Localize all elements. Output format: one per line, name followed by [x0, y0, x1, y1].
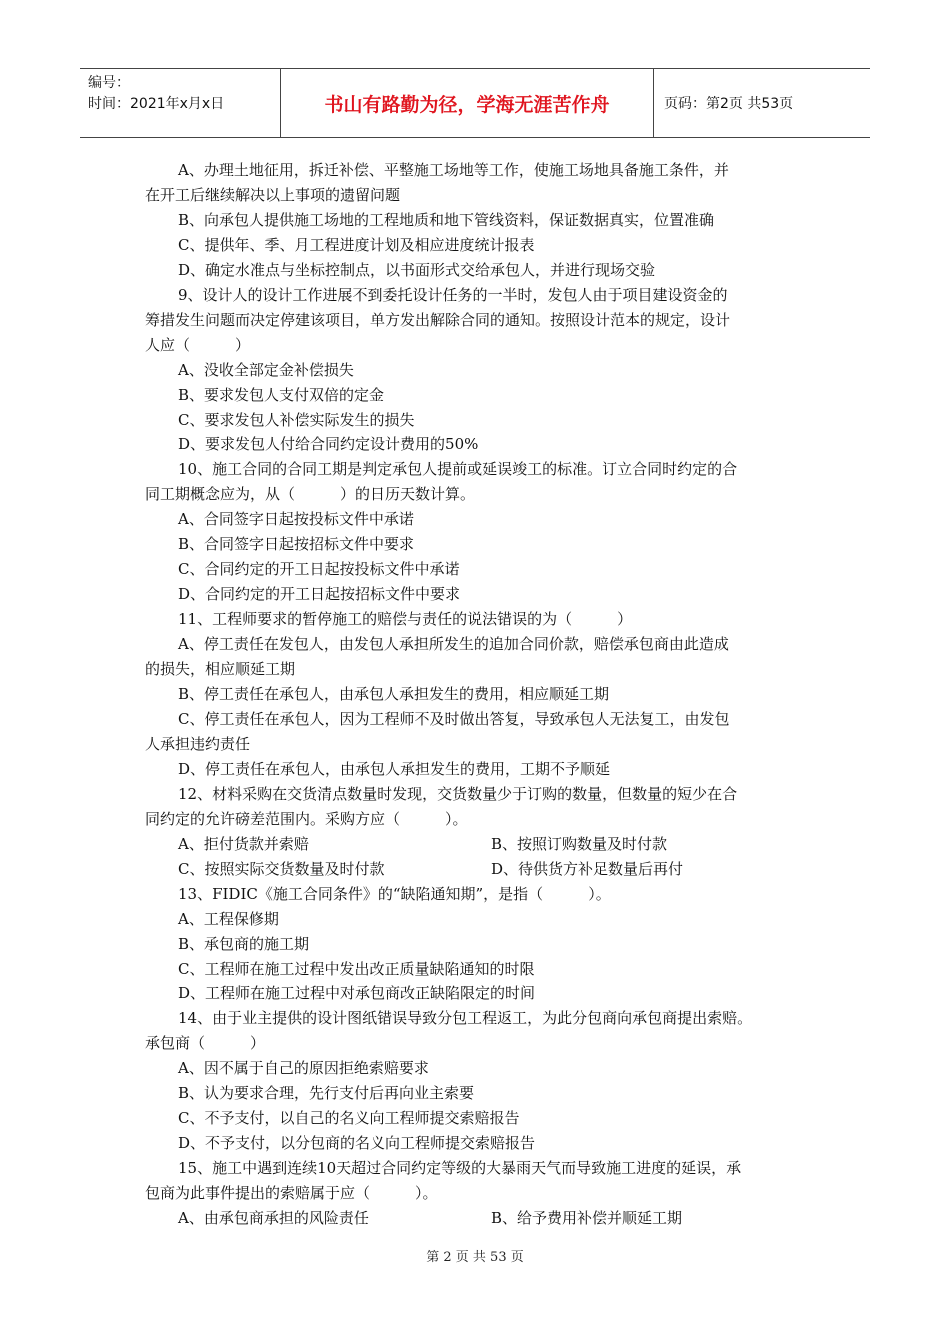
text-line: A、办理土地征用，拆迁补偿、平整施工场地等工作，使施工场地具备施工条件，并: [178, 161, 729, 179]
document-number-label: 编号：: [88, 75, 130, 91]
text-line: A、因不属于自己的原因拒绝索赔要求: [178, 1059, 429, 1078]
text-line: C、合同约定的开工日起按投标文件中承诺: [178, 560, 460, 579]
text-line: D、工程师在施工过程中对承包商改正缺陷限定的时间: [178, 984, 536, 1003]
option-left: A、拒付货款并索赔: [178, 834, 309, 853]
text-line: 10、施工合同的合同工期是判定承包人提前或延误竣工的标准。订立合同时约定的合: [178, 460, 738, 479]
page-header: [80, 68, 870, 138]
text-line: B、承包商的施工期: [178, 934, 310, 953]
text-line: A、停工责任在发包人，由发包人承担所发生的追加合同价款，赔偿承包商由此造成: [178, 635, 729, 654]
option-left: C、按照实际交货数量及时付款: [178, 859, 385, 878]
header-motto: 书山有路勤为径，学海无涯苦作舟: [281, 69, 654, 137]
text-line: A、工程保修期: [178, 909, 279, 928]
text-line: 同工期概念应为，从（ ）的日历天数计算。: [145, 485, 476, 504]
text-line: B、向承包人提供施工场地的工程地质和地下管线资料，保证数据真实，位置准确: [178, 210, 715, 229]
text-line: B、合同签字日起按招标文件中要求: [178, 535, 415, 554]
text-line: 15、施工中遇到连续10天超过合同约定等级的大暴雨天气而导致施工进度的延误，承: [178, 1159, 742, 1178]
option-left: A、由承包商承担的风险责任: [178, 1209, 369, 1228]
text-line: C、不予支付，以自己的名义向工程师提交索赔报告: [178, 1109, 520, 1128]
text-line: C、要求发包人补偿实际发生的损失: [178, 410, 415, 429]
text-line: [145, 857, 810, 882]
text-line: B、要求发包人支付双倍的定金: [178, 385, 385, 404]
text-line: B、停工责任在承包人，由承包人承担发生的费用，相应顺延工期: [178, 685, 610, 704]
text-line: A、没收全部定金补偿损失: [178, 360, 354, 379]
text-line: C、停工责任在承包人，因为工程师不及时做出答复，导致承包人无法复工，由发包: [178, 709, 730, 728]
text-line: 包商为此事件提出的索赔属于应（ ）。: [145, 1184, 438, 1203]
header-meta: [80, 69, 281, 137]
document-body: [145, 158, 810, 1231]
text-line: D、要求发包人付给合同约定设计费用的50%: [178, 435, 479, 454]
option-right: D、待供货方补足数量后再付: [491, 859, 684, 878]
text-line: C、提供年、季、月工程进度计划及相应进度统计报表: [178, 235, 535, 254]
text-line: D、合同约定的开工日起按招标文件中要求: [178, 585, 461, 604]
text-line: 的损失，相应顺延工期: [145, 660, 296, 679]
text-line: 13、FIDIC《施工合同条件》的“缺陷通知期”，是指（ ）。: [178, 884, 611, 903]
text-line: 9、设计人的设计工作进展不到委托设计任务的一半时，发包人由于项目建设资金的: [178, 285, 728, 304]
option-right: B、给予费用补偿并顺延工期: [491, 1209, 683, 1228]
text-line: 人承担违约责任: [145, 734, 251, 753]
text-line: B、认为要求合理，先行支付后再向业主索要: [178, 1084, 475, 1103]
header-page-info: 页码：第2页 共53页: [664, 96, 794, 112]
text-line: D、不予支付，以分包商的名义向工程师提交索赔报告: [178, 1134, 536, 1153]
text-line: C、工程师在施工过程中发出改正质量缺陷通知的时限: [178, 959, 535, 978]
text-line: A、合同签字日起按投标文件中承诺: [178, 510, 414, 529]
text-line: 人应（ ）: [145, 335, 251, 354]
page-footer: 第 2 页 共 53 页: [426, 1250, 524, 1265]
text-line: 同约定的允许磅差范围内。采购方应（ ）。: [145, 809, 468, 828]
text-line: D、停工责任在承包人，由承包人承担发生的费用，工期不予顺延: [178, 759, 611, 778]
text-line: 12、材料采购在交货清点数量时发现，交货数量少于订购的数量，但数量的短少在合: [178, 784, 738, 803]
text-line: 在开工后继续解决以上事项的遗留问题: [145, 185, 401, 204]
text-line: [145, 832, 810, 857]
text-line: D、确定水准点与坐标控制点，以书面形式交给承包人，并进行现场交验: [178, 260, 656, 279]
text-line: 承包商（ ）: [145, 1034, 266, 1053]
text-line: 14、由于业主提供的设计图纸错误导致分包工程返工，为此分包商向承包商提出索赔。: [178, 1009, 753, 1028]
text-line: [145, 1206, 810, 1231]
document-date-label: 时间：2021年x月x日: [88, 96, 225, 112]
text-line: 筹措发生问题而决定停建该项目，单方发出解除合同的通知。按照设计范本的规定，设计: [145, 310, 731, 329]
text-line: 11、工程师要求的暂停施工的赔偿与责任的说法错误的为（ ）: [178, 610, 633, 629]
option-right: B、按照订购数量及时付款: [491, 834, 668, 853]
